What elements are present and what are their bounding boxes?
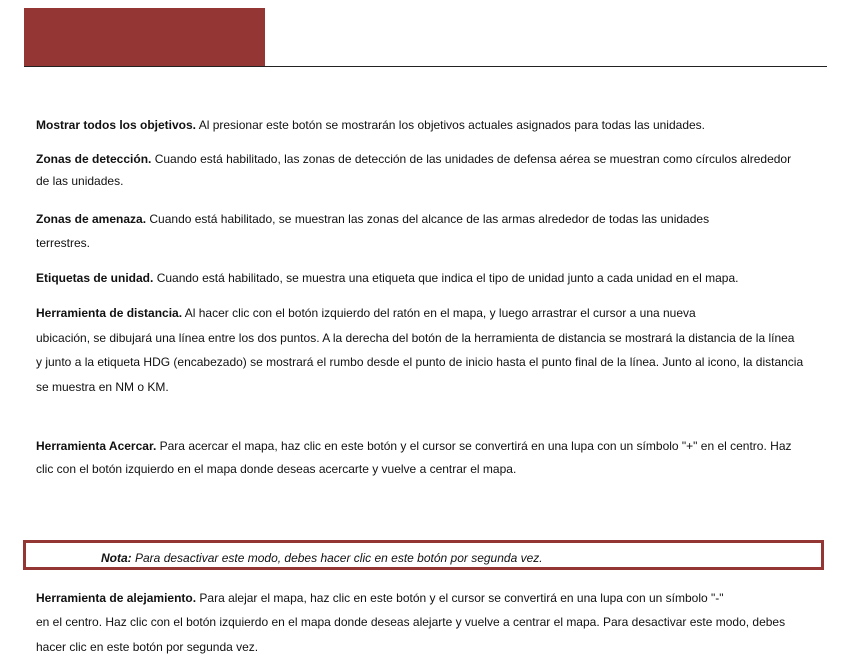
note-label: Nota:: [101, 551, 132, 565]
item-unit-labels: [36, 270, 738, 286]
header-rule: [24, 66, 827, 67]
item-text: y junto a la etiqueta HDG (encabezado) se mostrará el rumbo desde el punto de inicio hasta el punto final de la línea. Junto al icono, la distancia: [36, 355, 804, 369]
item-text: en el centro. Haz clic con el botón izquierdo en el mapa donde deseas alejarte y vuelve a centrar el mapa. Para desactivar este modo, debes: [36, 615, 786, 629]
item-term: Herramienta de alejamiento.: [36, 591, 197, 605]
item-text: hacer clic en este botón por segunda vez.: [36, 640, 259, 654]
item-term: Mostrar todos los objetivos.: [36, 118, 197, 132]
item-text: Cuando está habilitado, se muestra una etiqueta que indica el tipo de unidad junto a cada unidad en el mapa.: [153, 271, 739, 285]
item-detection-zones-cont: [36, 173, 123, 189]
item-distance-tool-cont-2: [36, 354, 803, 370]
item-text: se muestra en NM o KM.: [36, 380, 169, 394]
item-term: Etiquetas de unidad.: [36, 271, 154, 285]
note-body: Para desactivar este modo, debes hacer clic en este botón por segunda vez.: [131, 551, 543, 565]
item-text: ubicación, se dibujará una línea entre los dos puntos. A la derecha del botón de la herramienta de distancia se mostrará la distancia de la línea: [36, 331, 795, 345]
note-box: [23, 540, 824, 570]
item-text: Cuando está habilitado, las zonas de detección de las unidades de defensa aérea se muestran como círculos alrededor: [151, 152, 792, 166]
item-show-all-targets: [36, 117, 705, 133]
item-distance-tool-cont-3: [36, 379, 169, 395]
item-distance-tool: [36, 305, 696, 321]
item-text: Al presionar este botón se mostrarán los objetivos actuales asignados para todas las unidades.: [196, 118, 706, 132]
header-accent-block: [24, 8, 265, 66]
item-zoom-out-tool-cont-1: [36, 614, 785, 630]
note-text: [101, 550, 543, 566]
item-text: clic con el botón izquierdo en el mapa donde deseas acercarte y vuelve a centrar el mapa.: [36, 462, 517, 476]
item-term: Herramienta Acercar.: [36, 439, 157, 453]
item-text: de las unidades.: [36, 174, 124, 188]
item-term: Zonas de detección.: [36, 152, 152, 166]
item-text: Para alejar el mapa, haz clic en este botón y el cursor se convertirá en una lupa con un símbolo "-": [196, 591, 724, 605]
item-text: Al hacer clic con el botón izquierdo del ratón en el mapa, y luego arrastrar el cursor a una nueva: [182, 306, 696, 320]
item-zoom-in-tool: [36, 438, 792, 454]
item-threat-zones: [36, 211, 709, 227]
item-term: Herramienta de distancia.: [36, 306, 183, 320]
item-text: Cuando está habilitado, se muestran las zonas del alcance de las armas alrededor de todas las unidades: [146, 212, 710, 226]
item-zoom-in-tool-cont: [36, 461, 516, 477]
item-detection-zones: [36, 151, 791, 167]
item-zoom-out-tool: [36, 590, 724, 606]
item-distance-tool-cont-1: [36, 330, 794, 346]
item-zoom-out-tool-cont-2: [36, 639, 258, 655]
item-term: Zonas de amenaza.: [36, 212, 147, 226]
item-threat-zones-cont: [36, 235, 90, 251]
item-text: Para acercar el mapa, haz clic en este botón y el cursor se convertirá en una lupa con un símbolo "+" en el centro. Haz: [156, 439, 792, 453]
item-text: terrestres.: [36, 236, 91, 250]
